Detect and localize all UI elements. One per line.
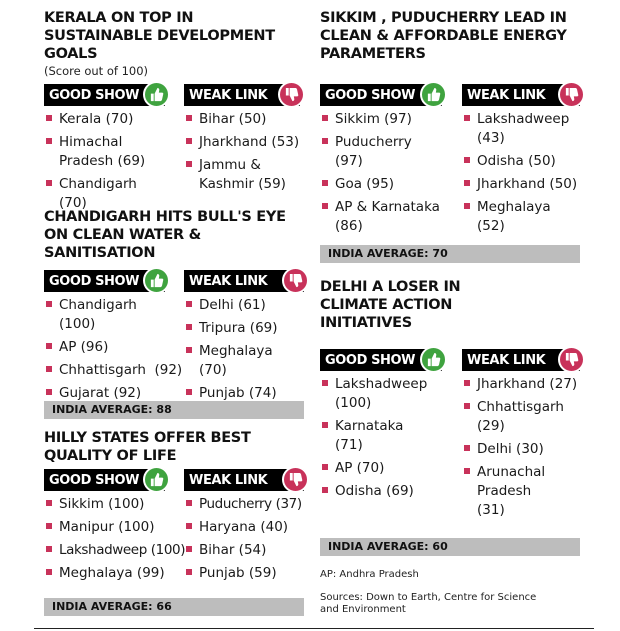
india-average-bar: INDIA AVERAGE: 88	[44, 401, 304, 419]
list-item: Gujarat (92)	[44, 384, 165, 403]
list-item: AP (96)	[44, 338, 165, 357]
good-show-label: GOOD SHOW	[44, 469, 165, 491]
list-item: AP & Karnataka (86)	[320, 198, 442, 236]
thumbs-down-icon	[278, 81, 305, 108]
weak-link-label: WEAK LINK	[184, 270, 304, 292]
weak-link-label: WEAK LINK	[462, 349, 580, 371]
thumbs-down-icon	[282, 466, 309, 493]
list-item: Himachal Pradesh (69)	[44, 133, 159, 171]
list-item: Delhi (61)	[184, 296, 304, 315]
list-item: Bihar (54)	[184, 541, 304, 560]
list-item: Lakshadweep (100)	[44, 541, 165, 560]
good-show-label: GOOD SHOW	[320, 84, 442, 106]
list-item: Jammu & Kashmir (59)	[184, 156, 294, 194]
footnote: AP: Andhra Pradesh	[320, 569, 419, 580]
weak-link-column	[184, 270, 304, 407]
list-item: Manipur (100)	[44, 518, 165, 537]
good-show-list	[44, 110, 165, 213]
weak-link-label: WEAK LINK	[184, 84, 300, 106]
list-item: Puducherry (97)	[320, 133, 442, 171]
list-item: Puducherry (37)	[184, 495, 304, 514]
list-item: AP (70)	[320, 459, 442, 478]
list-item: Bihar (50)	[184, 110, 300, 129]
list-item: Karnataka (71)	[320, 417, 415, 455]
thumbs-down-icon	[558, 81, 585, 108]
list-item: Lakshadweep (43)	[462, 110, 562, 148]
weak-link-list	[184, 495, 304, 583]
section-title: CHANDIGARH HITS BULL'S EYE ON CLEAN WATER & SANITISATION	[44, 209, 286, 261]
weak-link-list	[462, 375, 580, 520]
section-climate-action	[320, 278, 520, 332]
list-item: Meghalaya (52)	[462, 198, 580, 236]
list-item: Haryana (40)	[184, 518, 304, 537]
weak-link-list	[184, 110, 300, 194]
weak-link-label: WEAK LINK	[184, 469, 304, 491]
list-item: Sikkim (97)	[320, 110, 442, 129]
list-item: Punjab (59)	[184, 564, 304, 583]
thumbs-down-icon	[558, 346, 585, 373]
list-item: Chhattisgarh (92)	[44, 361, 165, 380]
thumbs-up-icon	[143, 267, 170, 294]
india-average-bar: INDIA AVERAGE: 60	[320, 538, 580, 556]
section-title: SIKKIM , PUDUCHERRY LEAD IN CLEAN & AFFORDABLE ENERGY PARAMETERS	[320, 10, 567, 62]
list-item: Meghalaya (99)	[44, 564, 165, 583]
good-show-label: GOOD SHOW	[44, 84, 165, 106]
list-item: Sikkim (100)	[44, 495, 165, 514]
list-item: Meghalaya (70)	[184, 342, 304, 380]
thumbs-up-icon	[420, 81, 447, 108]
india-average-bar: INDIA AVERAGE: 70	[320, 245, 580, 263]
list-item: Tripura (69)	[184, 319, 304, 338]
section-title: HILLY STATES OFFER BEST QUALITY OF LIFE	[44, 430, 251, 464]
section-sdg-overall	[44, 9, 306, 78]
thumbs-down-icon	[282, 267, 309, 294]
list-item: Punjab (74)	[184, 384, 304, 403]
good-show-column	[320, 349, 442, 505]
section-quality-of-life	[44, 429, 306, 465]
list-item: Jharkhand (27)	[462, 375, 580, 394]
good-show-list	[320, 110, 442, 236]
weak-link-column	[184, 469, 304, 587]
good-show-column	[44, 84, 165, 217]
india-average-bar: INDIA AVERAGE: 66	[44, 598, 304, 616]
list-item: Jharkhand (53)	[184, 133, 300, 152]
list-item: Chandigarh (100)	[44, 296, 165, 334]
thumbs-up-icon	[420, 346, 447, 373]
list-item: Odisha (50)	[462, 152, 580, 171]
list-item: Jharkhand (50)	[462, 175, 580, 194]
sources: Sources: Down to Earth, Centre for Science and Environment	[320, 592, 537, 615]
section-subtitle: (Score out of 100)	[44, 64, 149, 78]
section-title: DELHI A LOSER IN CLIMATE ACTION INITIATIVES	[320, 279, 461, 331]
good-show-column	[44, 270, 183, 407]
weak-link-list	[184, 296, 304, 403]
good-show-list	[44, 495, 186, 583]
bottom-rule	[34, 628, 594, 629]
list-item: Kerala (70)	[44, 110, 165, 129]
section-clean-water	[44, 208, 306, 262]
thumbs-up-icon	[143, 466, 170, 493]
section-title: KERALA ON TOP IN SUSTAINABLE DEVELOPMENT GOALS	[44, 10, 275, 62]
section-clean-energy	[320, 9, 590, 63]
thumbs-up-icon	[143, 81, 170, 108]
list-item: Delhi (30)	[462, 440, 580, 459]
weak-link-label: WEAK LINK	[462, 84, 580, 106]
list-item: Arunachal Pradesh (31)	[462, 463, 562, 520]
weak-link-list	[462, 110, 580, 236]
list-item: Lakshadweep (100)	[320, 375, 432, 413]
weak-link-column	[462, 349, 580, 524]
list-item: Chhattisgarh (29)	[462, 398, 562, 436]
good-show-column	[44, 469, 186, 587]
good-show-list	[320, 375, 442, 501]
weak-link-column	[462, 84, 580, 240]
good-show-label: GOOD SHOW	[44, 270, 165, 292]
good-show-column	[320, 84, 442, 240]
list-item: Chandigarh (70)	[44, 175, 165, 213]
good-show-label: GOOD SHOW	[320, 349, 442, 371]
list-item: Goa (95)	[320, 175, 442, 194]
good-show-list	[44, 296, 183, 403]
weak-link-column	[184, 84, 300, 198]
list-item: Odisha (69)	[320, 482, 442, 501]
